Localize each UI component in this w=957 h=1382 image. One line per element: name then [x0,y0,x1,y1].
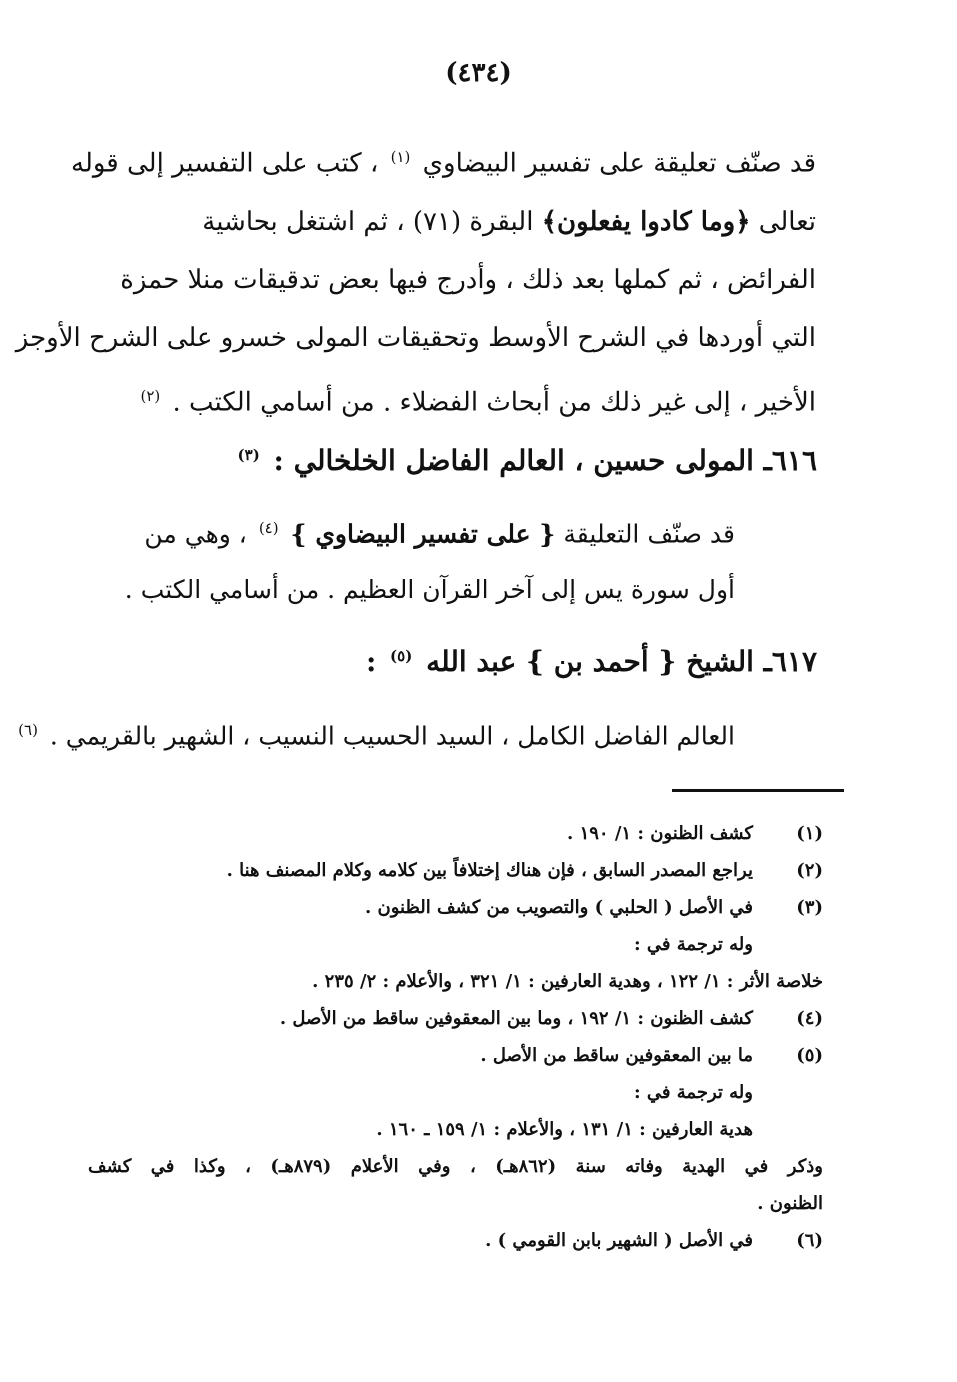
footnote-ref[interactable]: (١) [390,148,411,166]
heading-colon: : [365,645,377,678]
footnote-ref[interactable]: (٢) [140,386,161,405]
intro-line-3: الفرائض ، ثم كملها بعد ذلك ، وأدرج فيها بعض تدقيقات منلا حمزة [120,264,816,295]
footnote-text: ما بين المعقوفين ساقط من الأصل . [480,1045,753,1066]
bracketed-title: { على تفسير البيضاوي } [290,519,556,549]
entry-616-line-1 [90,500,735,562]
entry-heading-text: ٦١٦ـ المولى حسين ، العالم الفاضل الخلخالي : [273,444,817,477]
intro-line-2 [78,193,816,251]
entry-text: العالم الفاضل الكامل ، السيد الحسيب النسيب ، الشهير بالقريمي . [49,721,735,751]
entry-617-body [18,702,735,764]
footnote-text: الظنون . [757,1193,823,1214]
entry-617-line-1 [18,702,735,764]
entry-heading-text: ٦١٧ـ الشيخ { أحمد بن } عبد الله [426,645,817,678]
intro-text: قد صنّف تعليقة على تفسير البيضاوي [422,148,816,179]
footnote-number: (٢) [796,860,823,881]
entry-616-line-2: أول سورة يس إلى آخر القرآن العظيم . من أسامي الكتب . [124,575,735,605]
entry-617-heading [366,645,817,678]
entry-text: قد صنّف التعليقة [563,519,735,549]
footnote-number: (٥) [796,1045,823,1066]
footnote-5 [88,1037,823,1074]
footnote-ref[interactable]: (٥) [390,646,413,665]
intro-text: تعالى [758,206,816,237]
footnote-6 [88,1222,823,1259]
entry-616-body [90,500,735,618]
intro-line-1 [71,128,816,193]
footnote-number: (٣) [796,897,823,918]
footnote-text: وله ترجمة في : [633,1082,753,1103]
footnote-ref[interactable]: (٤) [258,519,279,537]
intro-paragraph [15,128,816,431]
entry-616-heading [234,444,817,477]
intro-line-4: التي أوردها في الشرح الأوسط وتحقيقات المولى خسرو على الشرح الأوجز [15,322,816,353]
footnote-ref[interactable]: (٣) [237,445,260,464]
intro-line-5 [78,367,816,432]
footnote-text: كشف الظنون : ١/ ١٩٠ . [567,823,753,844]
entry-text: ، وهي من [144,519,247,549]
footnote-3 [88,889,823,926]
footnote-4 [88,1000,823,1037]
quran-quote: ﴿وما كادوا يفعلون﴾ [541,206,751,237]
footnote-text: في الأصل ( الشهير بابن القومي ) . [485,1230,753,1251]
footnote-number: (٦) [796,1230,823,1251]
footnote-1 [88,815,823,852]
intro-text: البقرة (٧١) ، ثم اشتغل بحاشية [202,206,534,237]
intro-text: ، كتب على التفسير إلى قوله [71,148,379,179]
footnote-number: (١) [796,823,823,844]
page-number: (٤٣٤) [445,58,512,88]
footnote-text: هدية العارفين : ١/ ١٣١ ، والأعلام : ١/ ١٥٩ ـ ١٦٠ . [376,1119,753,1140]
intro-text: الأخير ، إلى غير ذلك من أبحاث الفضلاء . من أسامي الكتب . [172,387,816,418]
footnote-number: (٤) [796,1008,823,1029]
footnotes [88,815,823,1259]
footnote-text: كشف الظنون : ١/ ١٩٢ ، وما بين المعقوفين ساقط من الأصل . [279,1008,753,1029]
footnote-ref[interactable]: (٦) [18,721,38,739]
footnote-text: في الأصل ( الحلبي ) والتصويب من كشف الظنون . [365,897,753,918]
footnote-text: وله ترجمة في : [633,934,753,955]
footnote-text: يراجع المصدر السابق ، فإن هناك إختلافاً بين كلامه وكلام المصنف هنا . [226,860,753,881]
footnote-text: خلاصة الأثر : ١/ ١٢٢ ، وهدية العارفين : ١/ ٣٢١ ، والأعلام : ٢/ ٢٣٥ . [312,971,823,992]
footnote-text: وذكر في الهدية وفاته سنة (٨٦٢هـ) ، وفي الأعلام (٨٧٩هـ) ، وكذا في كشف [88,1156,823,1177]
footnote-divider [672,789,844,792]
footnote-2 [88,852,823,889]
